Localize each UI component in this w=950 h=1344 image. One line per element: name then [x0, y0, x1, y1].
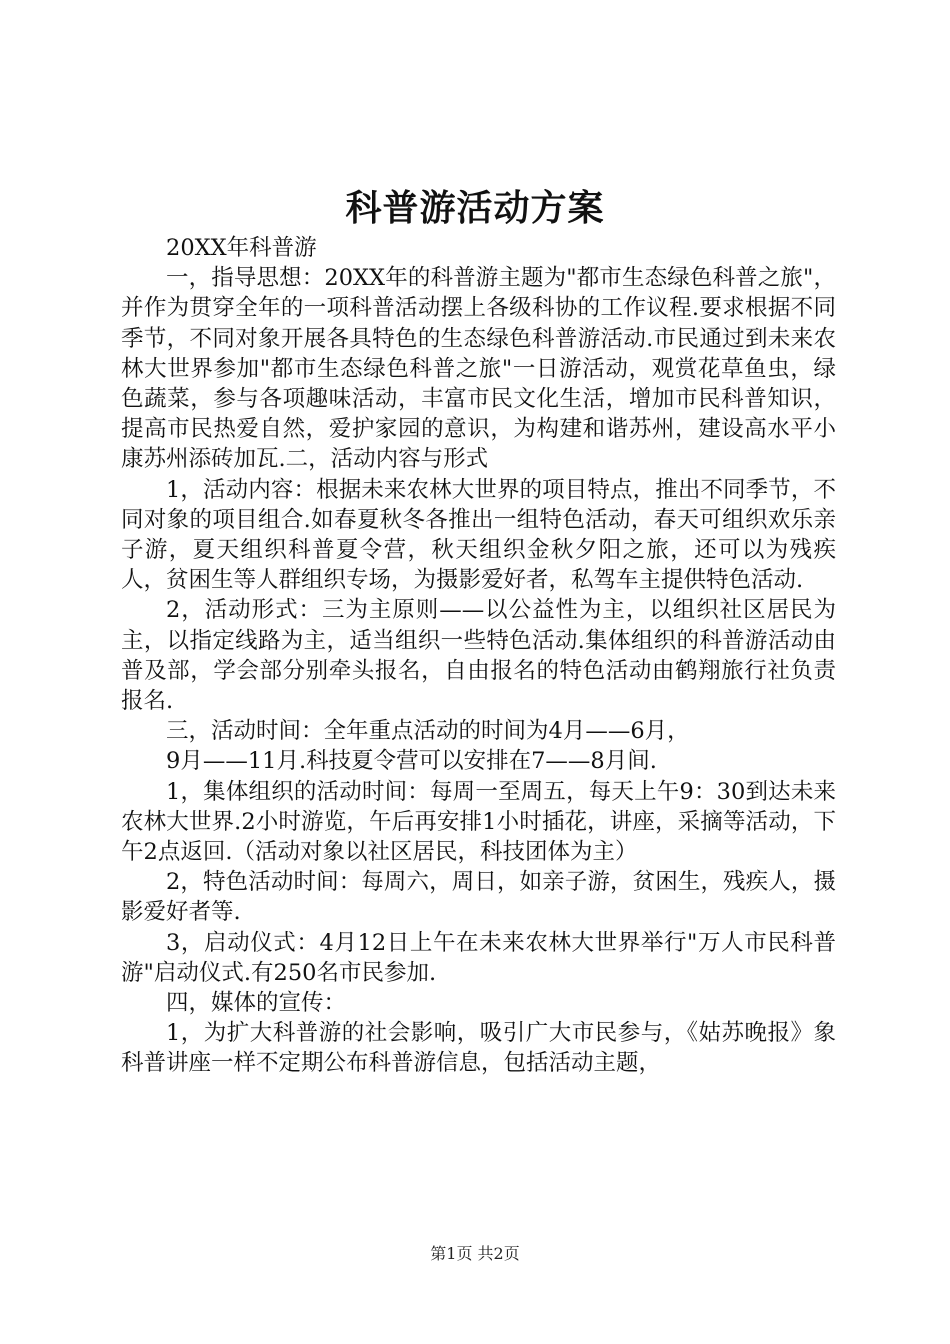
paragraph: 3，启动仪式：4月12日上午在未来农林大世界举行"万人市民科普游"启动仪式.有250名市民参加. [121, 929, 836, 986]
document-body [121, 233, 836, 1079]
paragraph: 三，活动时间：全年重点活动的时间为4月——6月， [166, 718, 690, 745]
paragraph: 一，指导思想：20XX年的科普游主题为"都市生态绿色科普之旅"，并作为贯穿全年的一项科普活动摆上各级科协的工作议程.要求根据不同季节，不同对象开展各具特色的生态绿色科普游活动.市民通过到未来农林大世界参加"都市生态绿色科普之旅"一日游活动，观赏花草鱼虫，绿色蔬菜，参与各项趣味活动，丰富市民文化生活，增加市民科普知识，提高市民热爱自然，爱护家园的意识，为构建和谐苏州，建设高水平小康苏州添砖加瓦.二，活动内容与形式 [121, 265, 836, 473]
page-footer: 第1页 共2页 [430, 1244, 520, 1263]
paragraph: 2，特色活动时间：每周六，周日，如亲子游，贫困生，残疾人，摄影爱好者等. [121, 869, 836, 926]
paragraph: 1，集体组织的活动时间：每周一至周五，每天上午9：30到达未来农林大世界.2小时游览，午后再安排1小时插花，讲座，采摘等活动，下午2点返回.（活动对象以社区居民，科技团体为主） [121, 778, 836, 866]
paragraph: 2，活动形式：三为主原则——以公益性为主，以组织社区居民为主，以指定线路为主，适当组织一些特色活动.集体组织的科普游活动由普及部，学会部分别牵头报名，自由报名的特色活动由鹤翔旅行社负责报名. [121, 597, 836, 715]
paragraph: 1，活动内容：根据未来农林大世界的项目特点，推出不同季节，不同对象的项目组合.如春夏秋冬各推出一组特色活动，春天可组织欢乐亲子游，夏天组织科普夏令营，秋天组织金秋夕阳之旅，还可以为残疾人，贫困生等人群组织专场，为摄影爱好者，私驾车主提供特色活动. [121, 476, 836, 594]
paragraph: 1，为扩大科普游的社会影响，吸引广大市民参与，《姑苏晚报》象科普讲座一样不定期公布科普游信息，包括活动主题， [121, 1020, 836, 1077]
paragraph: 20XX年科普游 [166, 235, 317, 261]
document-title: 科普游活动方案 [345, 187, 605, 229]
paragraph: 9月——11月.科技夏令营可以安排在7——8月间. [166, 748, 657, 775]
paragraph: 四，媒体的宣传： [166, 990, 347, 1017]
